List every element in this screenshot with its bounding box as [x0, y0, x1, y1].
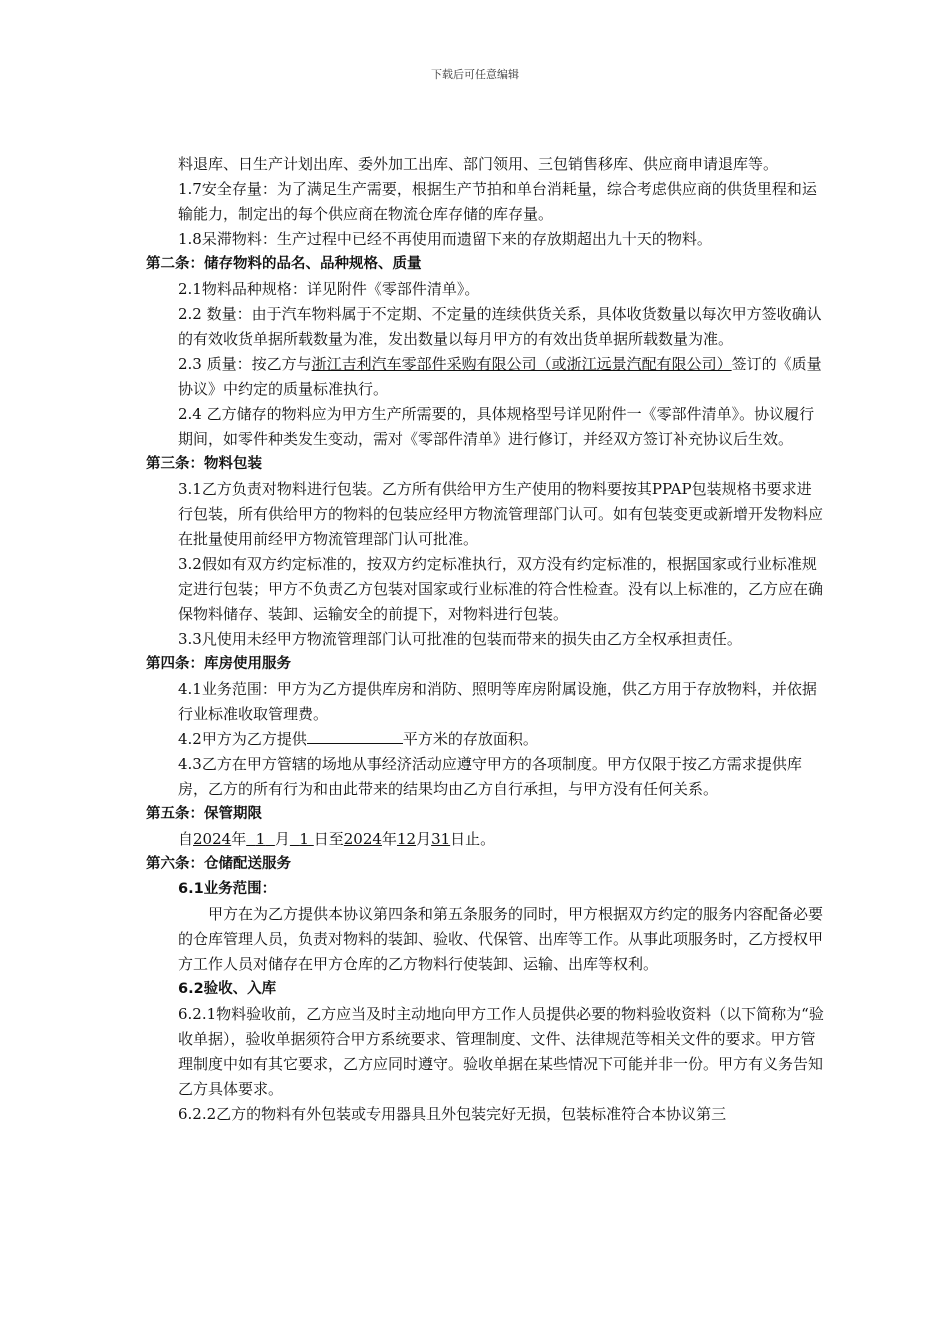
paragraph-3-1: 3.1乙方负责对物料进行包装。乙方所有供给甲方生产使用的物料要按其PPAP包装规格书要求进行包装，所有供给甲方的物料的包装应经甲方物流管理部门认可。如有包装变更或新增开发物料应在批量使用前经甲方物流管理部门认可批准。	[178, 480, 824, 548]
start-month: 1	[255, 830, 266, 848]
end-month: 12	[396, 830, 417, 848]
paragraph-3-3: 3.3凡使用未经甲方物流管理部门认可批准的包装而带来的损失由乙方全权承担责任。	[178, 630, 742, 648]
start-day: 1	[299, 830, 309, 848]
heading-article-3: 第三条：物料包装	[146, 456, 262, 472]
paragraph-6-1: 甲方在为乙方提供本协议第四条和第五条服务的同时，甲方根据双方约定的服务内容配备必要的仓库管理人员，负责对物料的装卸、验收、代保管、出库等工作。从事此项服务时，乙方授权甲方工作人员对储存在甲方仓库的乙方物料行使装卸、运输、出库等权利。	[178, 905, 824, 973]
paragraph-2-1: 2.1物料品种规格：详见附件《零部件清单》。	[178, 280, 480, 298]
end-day: 31	[431, 830, 451, 848]
term-text-year: 年	[231, 830, 247, 848]
end-year: 2024	[343, 830, 382, 848]
heading-article-2: 第二条：储存物料的品名、品种规格、质量	[146, 256, 422, 272]
paragraph-1-8: 1.8呆滞物料：生产过程中已经不再使用而遗留下来的存放期超出九十天的物料。	[178, 230, 712, 248]
document-body	[146, 152, 826, 1127]
term-text-from: 自	[178, 830, 194, 848]
paragraph-4-2	[146, 727, 826, 752]
heading-article-5: 第五条：保管期限	[146, 806, 262, 822]
paragraph-2-2: 2.2 数量：由于汽车物料属于不定期、不定量的连续供货关系，具体收货数量以每次甲方签收确认的有效收货单据所载数量为准，发出数量以每月甲方的有效出货单据所载数量为准。	[178, 305, 822, 348]
paragraph-5-term	[146, 827, 826, 852]
subheading-6-2: 6.2验收、入库	[178, 981, 277, 997]
term-text-year-2: 年	[381, 830, 397, 848]
paragraph-4-2-suffix: 平方米的存放面积。	[402, 730, 538, 748]
page-header: 下载后可任意编辑	[431, 68, 519, 81]
heading-article-6: 第六条：仓储配送服务	[146, 856, 291, 872]
term-text-end: 日止。	[450, 830, 496, 848]
subheading-6-1: 6.1业务范围：	[178, 881, 277, 897]
paragraph-2-3	[146, 352, 826, 402]
paragraph-4-1: 4.1业务范围：甲方为乙方提供库房和消防、照明等库房附属设施，供乙方用于存放物料，并依据行业标准收取管理费。	[178, 680, 817, 723]
term-text-to: 日至	[313, 830, 344, 848]
paragraph-4-2-prefix: 4.2甲方为乙方提供	[178, 730, 307, 748]
term-text-month-2: 月	[416, 830, 432, 848]
company-name: 浙江吉利汽车零部件采购有限公司（或浙江远景汽配有限公司）	[311, 355, 732, 373]
start-year: 2024	[193, 830, 232, 848]
area-blank-line	[307, 727, 403, 744]
paragraph-intro: 料退库、日生产计划出库、委外加工出库、部门领用、三包销售移库、供应商申请退库等。	[178, 155, 779, 173]
paragraph-2-3-prefix: 2.3 质量：按乙方与	[178, 355, 312, 373]
term-text-month: 月	[274, 830, 290, 848]
heading-article-4: 第四条：库房使用服务	[146, 656, 291, 672]
paragraph-4-3: 4.3乙方在甲方管辖的场地从事经济活动应遵守甲方的各项制度。甲方仅限于按乙方需求提供库房，乙方的所有行为和由此带来的结果均由乙方自行承担，与甲方没有任何关系。	[178, 755, 802, 798]
paragraph-2-3-suffix: 签订的《质量协议》中约定的质量标准执行。	[178, 355, 822, 398]
paragraph-2-4: 2.4 乙方储存的物料应为甲方生产所需要的，具体规格型号详见附件一《零部件清单》。协议履行期间，如零件种类发生变动，需对《零部件清单》进行修订，并经双方签订补充协议后生效。	[178, 405, 815, 448]
paragraph-6-2-2: 6.2.2乙方的物料有外包装或专用器具且外包装完好无损，包装标准符合本协议第三	[178, 1105, 727, 1123]
paragraph-3-2: 3.2假如有双方约定标准的，按双方约定标准执行，双方没有约定标准的，根据国家或行业标准规定进行包装；甲方不负责乙方包装对国家或行业标准的符合性检查。没有以上标准的，乙方应在确保物料储存、装卸、运输安全的前提下，对物料进行包装。	[178, 555, 824, 623]
paragraph-6-2-1: 6.2.1物料验收前，乙方应当及时主动地向甲方工作人员提供必要的物料验收资料（以下简称为“验收单据），验收单据须符合甲方系统要求、管理制度、文件、法律规范等相关文件的要求。甲方管理制度中如有其它要求，乙方应同时遵守。验收单据在某些情况下可能并非一份。甲方有义务告知乙方具体要求。	[178, 1005, 824, 1098]
paragraph-1-7: 1.7安全存量：为了满足生产需要，根据生产节拍和单台消耗量，综合考虑供应商的供货里程和运输能力，制定出的每个供应商在物流仓库存储的库存量。	[178, 180, 817, 223]
